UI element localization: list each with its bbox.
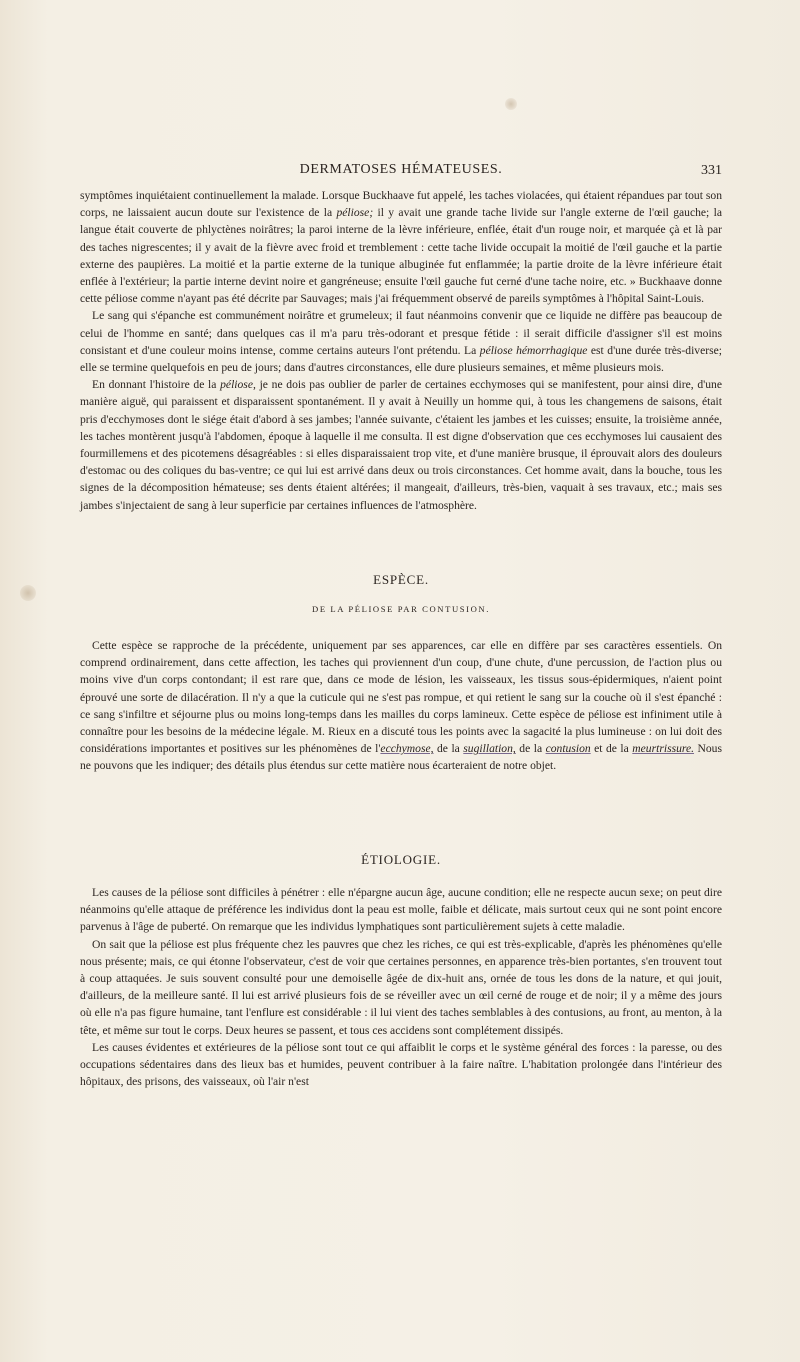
- paragraph: Le sang qui s'épanche est communément noirâtre et grumeleux; il faut néanmoins convenir que ce liquide ne diffère pas beaucoup de celui de l'homme en santé; dans quelques cas il m'a paru très-odorant et presque fétide : il serait difficile d'assigner s'il est moins consistant et d'une couleur moins intense, comme certains auteurs l'ont prétendu. La péliose hémorrhagique est d'une durée très-diverse; elle se termine quelquefois en peu de jours; dans d'autres circonstances, elle dure plusieurs semaines, et même plusieurs mois.: [80, 309, 722, 375]
- text-block-continuation: [80, 187, 722, 514]
- italic-term: meurtrissure.: [632, 742, 695, 756]
- paragraph: Cette espèce se rapproche de la précédente, uniquement par ses apparences, car elle en diffère par ses caractères essentiels. On comprend ordinairement, dans cette affection, les taches qui proviennent d'un coup, d'une chute, d'une percussion, de l'action plus ou moins vive d'un corps contondant; il est rare que, dans ce mode de lésion, les vaisseaux, les tissus sous-épidermiques, n'aient point éprouvé une sorte de dilacération. Il n'y a que la cuticule qui ne s'est pas rompue, et qui retient le sang sur la couche où il s'est épanché : ce sang s'infiltre et séjourne plus ou moins long-temps dans les mailles du corps lamineux. Cette espèce de péliose est infiniment utile à connaître pour les besoins de la médecine légale. M. Rieux en a discuté tous les points avec la sagacité la plus lumineuse : on lui doit des considérations importantes et positives sur les phénomènes de l'ecchymose, de la sugillation, de la contusion et de la meurtrissure. Nous ne pouvons que les indiquer; des détails plus étendus sur cette matière nous écarteraient de notre objet.: [80, 639, 722, 773]
- paragraph: En donnant l'histoire de la péliose, je ne dois pas oublier de parler de certaines ecchymoses qui se manifestent, pour ainsi dire, d'une manière aiguë, qui paraissent et disparaissent spontanément. Il y avait à Neuilly un homme qui, à tous les changemens de saisons, était pris d'ecchymoses dont le siége était d'abord à ses jambes; l'année suivante, c'étaient les jambes et les cuisses; ensuite, la troisième année, les taches montèrent jusqu'à l'abdomen, époque à laquelle il me consulta. Il est digne d'observation que ces ecchymoses lui causaient des fourmillemens et des picotemens désagréables : si elles disparaissaient trop vite, et d'une manière brusque, il éprouvait alors des douleurs d'estomac ou des coliques du bas-ventre; ce qui lui est arrivé dans deux ou trois circonstances. Cet homme avait, dans la bouche, tous les signes de la décomposition hémateuse; ses dents étaient altérées; il mangeait, d'ailleurs, très-bien, vaquait à ses travaux, etc.; mais ses jambes s'injectaient de sang à leur superficie par certaines influences de l'atmosphère.: [80, 378, 722, 512]
- italic-term: péliose,: [220, 378, 256, 392]
- page-header: [80, 162, 722, 182]
- paragraph: Les causes évidentes et extérieures de la péliose sont tout ce qui affaiblit le corps et le système général des forces : la paresse, ou des occupations sédentaires dans des lieux bas et humides, peuvent contribuer à la faire naître. L'habitation prolongée dans l'intérieur des hôpitaux, des prisons, des vaisseaux, où l'air n'est: [80, 1040, 722, 1089]
- section-heading-espece: ESPÈCE.: [373, 572, 429, 587]
- text-block-espece: [80, 637, 722, 775]
- italic-term: contusion: [545, 742, 591, 756]
- foxing-spot: [505, 98, 517, 110]
- paragraph: Les causes de la péliose sont difficiles à pénétrer : elle n'épargne aucun âge, aucune condition; elle ne respecte aucun sexe; on peut dire néanmoins qu'elle attaque de préférence les individus dont la peau est molle, faible et délicate, mais surtout ceux qui ne sont point encore parvenus à l'âge de puberté. On remarque que les individus lymphatiques sont particulièrement sujets à cette maladie.: [80, 886, 722, 934]
- italic-term: ecchymose,: [380, 742, 434, 756]
- paragraph: symptômes inquiétaient continuellement la malade. Lorsque Buckhaave fut appelé, les taches violacées, qui étaient répandues par tout son corps, ne laissaient aucun doute sur l'existence de la péliose; il y avait une grande tache livide sur l'angle externe de l'œil gauche; la langue était couverte de phlyctènes noirâtres; la paroi interne de la lèvre inférieure, enflée, était d'un rouge noir, et marquée çà et là par des taches nigrescentes; il y avait de la fièvre avec froid et tremblement : cette tache livide occupait la moitié de l'œil gauche et la partie externe des paupières. La moitié et la partie externe de la tunique albuginée fut enflammée; la partie droite de la lèvre inférieure était enflée à l'extérieur; la partie interne devint noire et gangréneuse; ensuite l'œil gauche fut cerné d'une tache noire, etc. » Buckhaave donne cette péliose comme n'ayant pas été décrite par Sauvages; mais j'ai fréquemment observé de pareils symptômes à l'hôpital Saint-Louis.: [80, 189, 722, 306]
- italic-term: sugillation,: [463, 742, 516, 756]
- paragraph: On sait que la péliose est plus fréquente chez les pauvres que chez les riches, ce qui est très-explicable, d'après les phénomènes qu'elle nous présente; mais, ce qui étonne l'observateur, c'est de voir que certaines personnes, en apparence très-bien portantes, s'en trouvent tout à coup attaquées. Je suis souvent consulté pour une demoiselle âgée de dix-huit ans, ornée de tous les dons de la nature, et qui jouit, d'ailleurs, de la meilleure santé. Il lui est arrivé plusieurs fois de se réveiller avec un œil cerné de rouge et de noir; il y a même des jours où elle n'a pas figure humaine, tant l'enflure est considérable : il lui vient des taches semblables à des contusions, au front, au menton, à la tête, et même sur tout le corps. Deux heures se passent, et tous ces accidens sont complétement dissipés.: [80, 937, 722, 1037]
- text-block-etiologie: [80, 884, 722, 1090]
- italic-term: péliose hémorrhagique: [479, 343, 588, 357]
- foxing-spot: [20, 585, 36, 601]
- section-heading-etiologie: ÉTIOLOGIE.: [361, 852, 441, 867]
- italic-term: péliose;: [336, 206, 374, 220]
- section-subheading: DE LA PÉLIOSE PAR CONTUSION.: [312, 604, 490, 614]
- running-title: DERMATOSES HÉMATEUSES.: [299, 162, 503, 177]
- page-number: 331: [701, 163, 722, 178]
